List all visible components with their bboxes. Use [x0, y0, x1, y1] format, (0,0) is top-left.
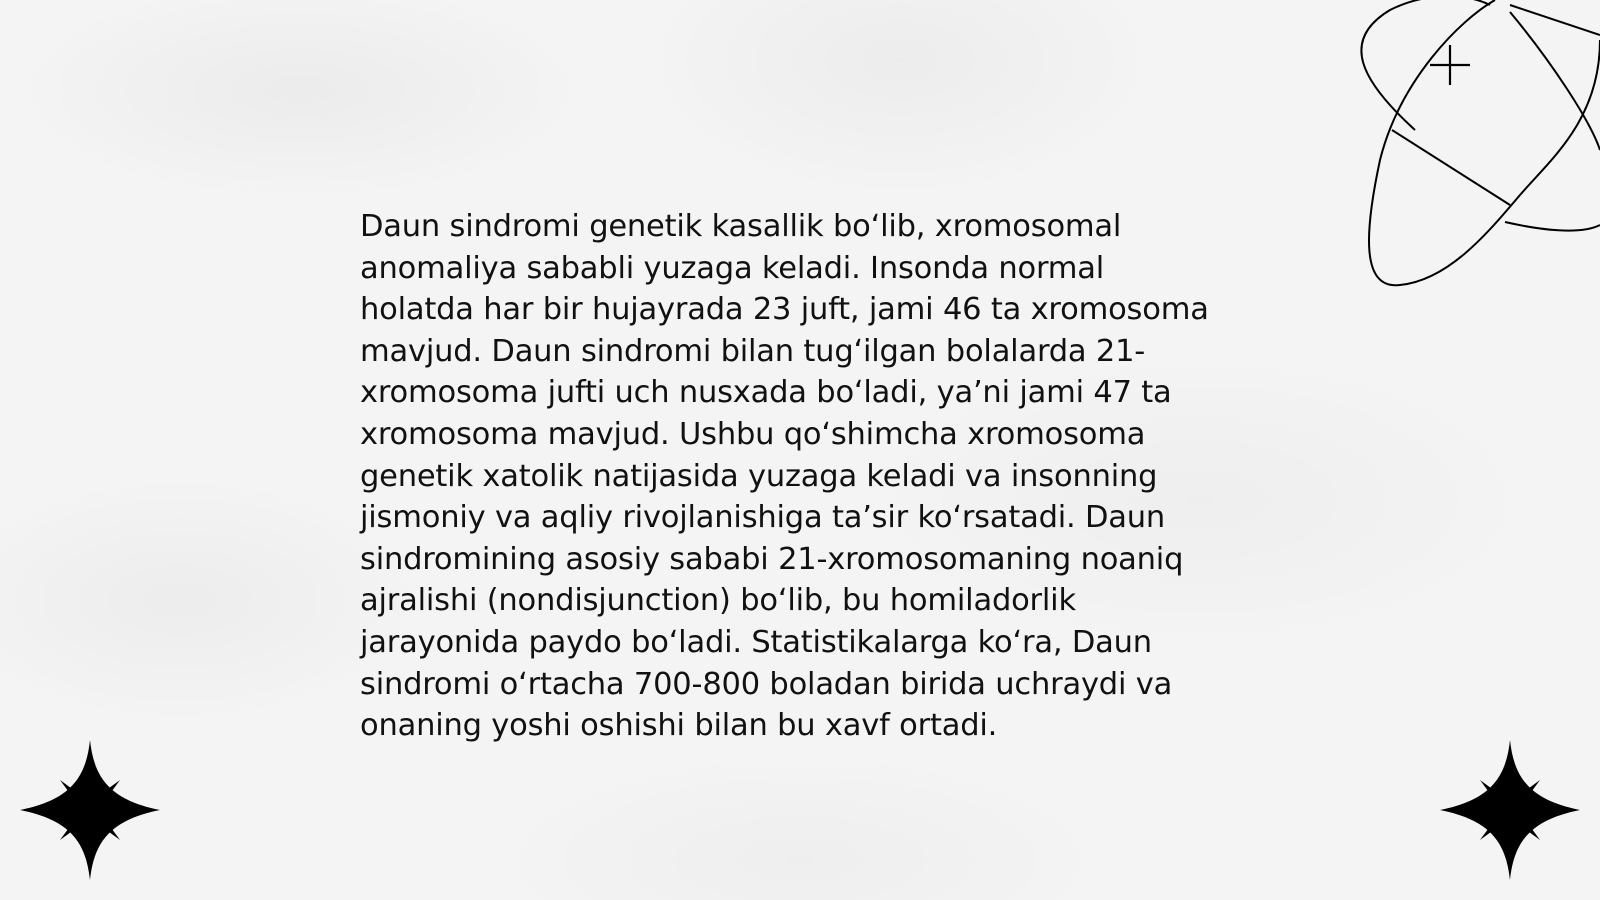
orbit-sparkle-icon — [1320, 0, 1600, 300]
body-paragraph: Daun sindromi genetik kasallik boʻlib, xromosomal anomaliya sababli yuzaga keladi. Insonda normal holatda har bir hujayrada 23 juft, jami 46 ta xromosoma mavjud. Daun sindromi bilan tugʻilgan bolalarda 21-xromosoma jufti uch nusxada boʻladi, yaʼni jami 47 ta xromosoma mavjud. Ushbu qoʻshimcha xromosoma genetik xatolik natijasida yuzaga keladi va insonning jismoniy va aqliy rivojlanishiga taʼsir koʻrsatadi. Daun sindromining asosiy sababi 21-xromosomaning noaniq ajralishi (nondisjunction) boʻlib, bu homiladorlik jarayonida paydo boʻladi. Statistikalarga koʻra, Daun sindromi oʻrtacha 700-800 boladan birida uchraydi va onaning yoshi oshishi bilan bu xavf ortadi. — [360, 209, 1209, 744]
four-point-star-icon — [1440, 740, 1580, 880]
four-point-star-icon — [20, 740, 160, 880]
